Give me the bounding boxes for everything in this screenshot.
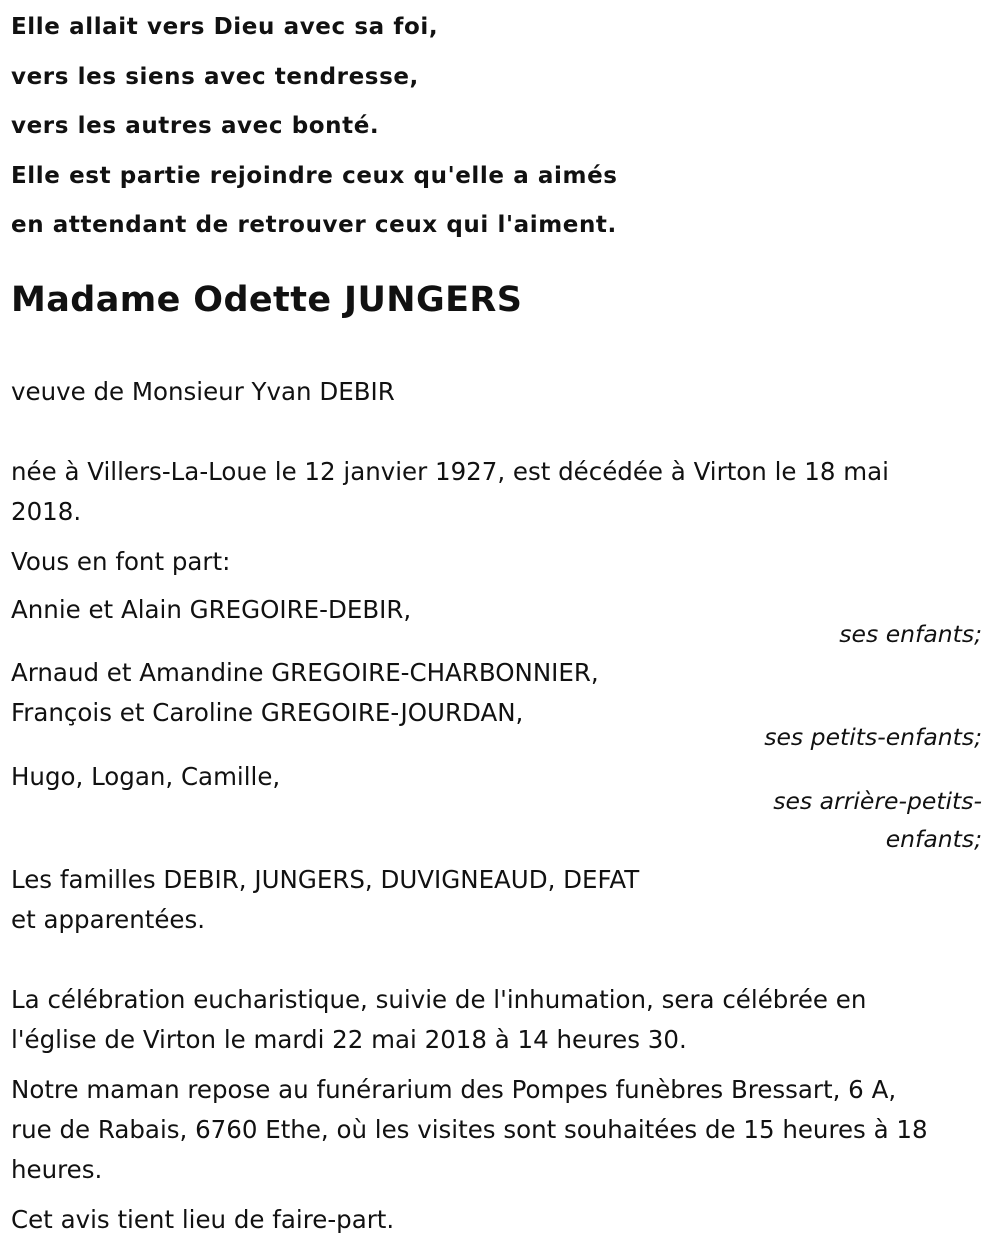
great-grandchildren-label-1: ses arrière-petits- bbox=[773, 787, 982, 815]
visitation-line-2: rue de Rabais, 6760 Ethe, où les visites sont souhaitées de 15 heures à 18 bbox=[11, 1115, 928, 1144]
closing-line: Cet avis tient lieu de faire-part. bbox=[11, 1205, 395, 1234]
grandchildren-line-1: Arnaud et Amandine GREGOIRE-CHARBONNIER, bbox=[11, 658, 599, 687]
announcers-intro: Vous en font part: bbox=[11, 547, 231, 576]
ceremony-line-1: La célébration eucharistique, suivie de l'inhumation, sera célébrée en bbox=[11, 985, 867, 1014]
deceased-name: Madame Odette JUNGERS bbox=[11, 280, 523, 320]
poem-line-5: en attendant de retrouver ceux qui l'aiment. bbox=[11, 212, 617, 238]
poem-line-1: Elle allait vers Dieu avec sa foi, bbox=[11, 14, 439, 40]
poem-line-2: vers les siens avec tendresse, bbox=[11, 63, 419, 90]
grandchildren-label: ses petits-enfants; bbox=[764, 723, 982, 751]
birth-death-line-1: née à Villers-La-Loue le 12 janvier 1927, est décédée à Virton le 18 mai bbox=[11, 457, 889, 486]
poem-line-4: Elle est partie rejoindre ceux qu'elle a aimés bbox=[11, 162, 618, 189]
grandchildren-line-2: François et Caroline GREGOIRE-JOURDAN, bbox=[11, 698, 524, 727]
widow-line: veuve de Monsieur Yvan DEBIR bbox=[11, 377, 395, 406]
poem bbox=[11, 10, 618, 258]
families-line-2: et apparentées. bbox=[11, 905, 206, 934]
visitation-line-1: Notre maman repose au funérarium des Pompes funèbres Bressart, 6 A, bbox=[11, 1075, 897, 1104]
poem-line-3: vers les autres avec bonté. bbox=[11, 113, 380, 139]
children-label: ses enfants; bbox=[839, 620, 982, 648]
ceremony-line-2: l'église de Virton le mardi 22 mai 2018 à 14 heures 30. bbox=[11, 1025, 687, 1054]
great-grandchildren-label-2: enfants; bbox=[885, 825, 982, 853]
birth-death-line-2: 2018. bbox=[11, 497, 82, 526]
visitation-line-3: heures. bbox=[11, 1155, 103, 1184]
great-grandchildren-names: Hugo, Logan, Camille, bbox=[11, 762, 281, 791]
children-names: Annie et Alain GREGOIRE-DEBIR, bbox=[11, 595, 412, 624]
families-line-1: Les familles DEBIR, JUNGERS, DUVIGNEAUD, DEFAT bbox=[11, 865, 640, 894]
